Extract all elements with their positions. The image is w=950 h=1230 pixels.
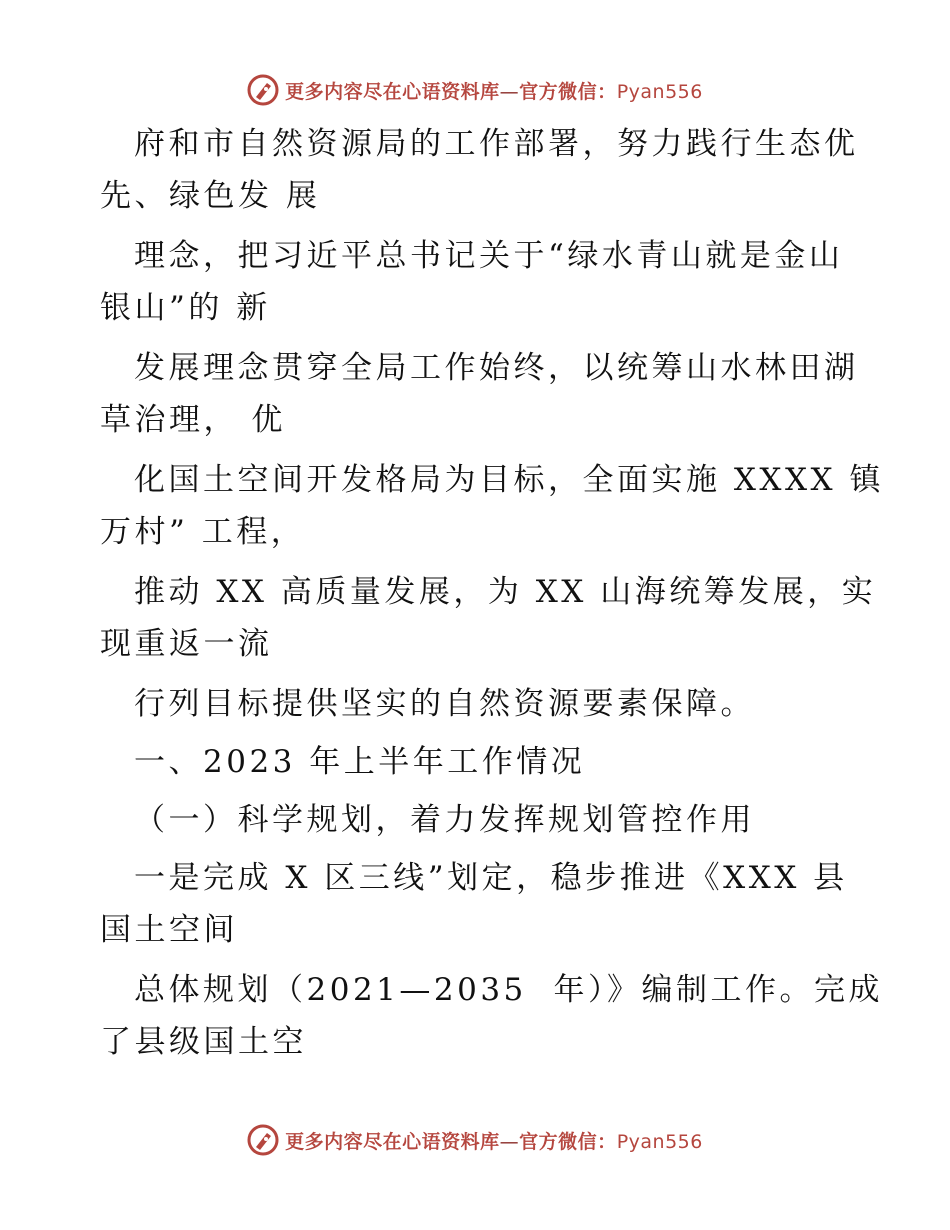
text-line: 理念，把习近平总书记关于“绿水青山就是金山 — [134, 238, 844, 274]
text-line: 草治理， 优 — [100, 402, 286, 438]
text-line: 总体规划（2021—2035 年）》编制工作。完成 — [134, 972, 883, 1008]
text-line: 行列目标提供坚实的自然资源要素保障。 — [134, 686, 755, 722]
text-line: 发展理念贯穿全局工作始终，以统筹山水林田湖 — [134, 350, 859, 386]
text-line: 万村” 工程， — [100, 514, 306, 550]
footer-banner — [0, 1120, 950, 1160]
header-banner-text: 更多内容尽在心语资料库—官方微信：Pyan556 — [285, 80, 703, 103]
pen-nib-logo-icon — [247, 74, 279, 106]
subsection-heading: （一）科学规划，着力发挥规划管控作用 — [134, 802, 755, 838]
section-heading: 一、2023 年上半年工作情况 — [134, 744, 586, 780]
pen-nib-logo-icon — [247, 1124, 279, 1156]
text-line: 现重返一流 — [100, 626, 273, 662]
text-line: 银山”的 新 — [100, 290, 271, 326]
text-line: 一是完成 X 区三线”划定，稳步推进《XXX 县 — [134, 860, 848, 896]
header-banner — [0, 70, 950, 110]
text-line: 府和市自然资源局的工作部署，努力践行生态优 — [134, 126, 859, 162]
text-line: 推动 XX 高质量发展，为 XX 山海统筹发展，实 — [134, 574, 877, 610]
text-line: 化国土空间开发格局为目标，全面实施 XXXX 镇 — [134, 462, 884, 498]
text-line: 先、绿色发 展 — [100, 178, 321, 214]
text-line: 了县级国土空 — [100, 1024, 307, 1060]
footer-banner-text: 更多内容尽在心语资料库—官方微信：Pyan556 — [285, 1130, 703, 1153]
text-line: 国土空间 — [100, 912, 238, 948]
